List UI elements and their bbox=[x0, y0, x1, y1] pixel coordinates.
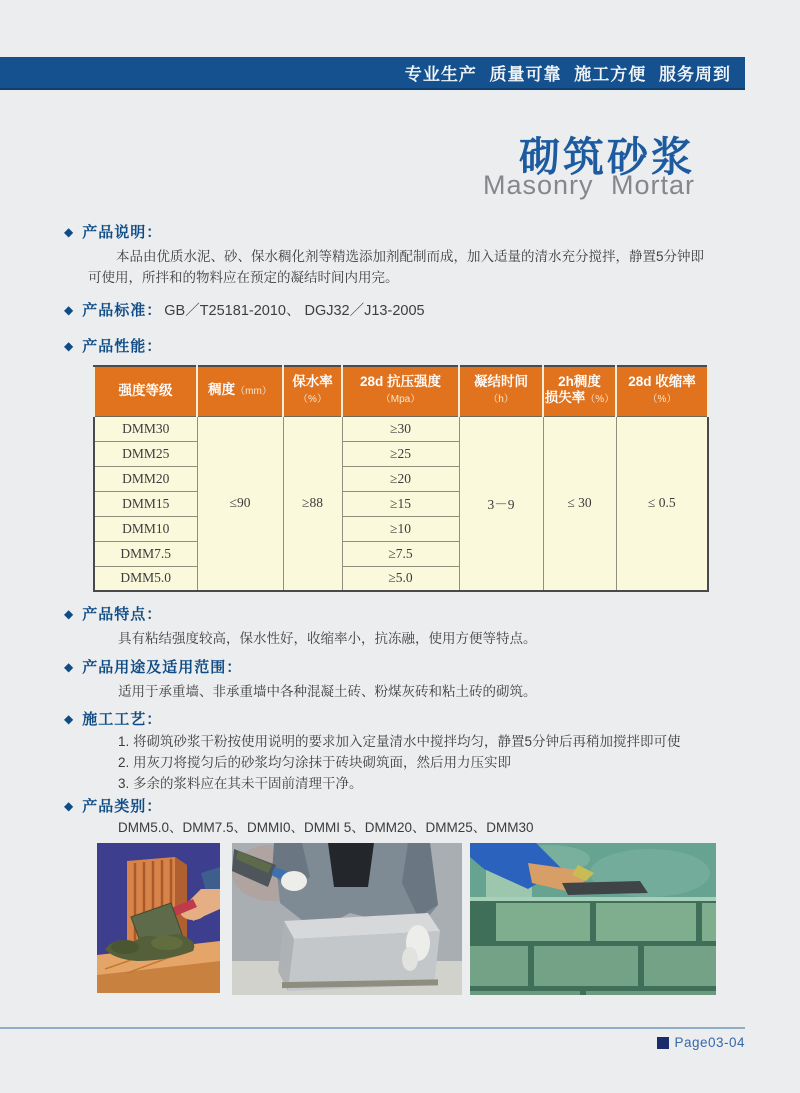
section-heading-label: 产品说明： bbox=[82, 224, 163, 241]
photo-green-wall bbox=[470, 843, 716, 995]
column-header: 凝结时间 （h） bbox=[459, 366, 543, 416]
footer-page-label bbox=[657, 1035, 745, 1050]
grade-cell: DMM7.5 bbox=[94, 541, 197, 566]
section-heading-process bbox=[64, 708, 162, 729]
consistency-cell: ≤90 bbox=[197, 416, 283, 591]
diamond-bullet-icon: ◆ bbox=[64, 799, 74, 813]
performance-table-body bbox=[94, 416, 708, 591]
grade-cell: DMM25 bbox=[94, 441, 197, 466]
section-heading-usage bbox=[64, 656, 242, 677]
section-heading-features bbox=[64, 603, 162, 624]
grade-cell: DMM10 bbox=[94, 516, 197, 541]
page-number: Page03-04 bbox=[674, 1035, 745, 1050]
setting-time-cell: 3－9 bbox=[459, 416, 543, 591]
strength-cell: ≥30 bbox=[342, 416, 459, 441]
strength-cell: ≥25 bbox=[342, 441, 459, 466]
photo-block-handling bbox=[232, 843, 462, 995]
page-subtitle: Masonry Mortar bbox=[482, 170, 695, 200]
water-retention-cell: ≥88 bbox=[283, 416, 342, 591]
column-header: 保水率 （%） bbox=[283, 366, 342, 416]
section-heading-label: 产品标准： bbox=[82, 302, 163, 319]
table-row bbox=[94, 416, 708, 441]
column-header: 2h稠度 损失率（%） bbox=[543, 366, 616, 416]
consistency-loss-cell: ≤ 30 bbox=[543, 416, 616, 591]
section-heading-performance bbox=[64, 335, 162, 356]
performance-table bbox=[93, 365, 709, 592]
strength-cell: ≥7.5 bbox=[342, 541, 459, 566]
strength-cell: ≥5.0 bbox=[342, 566, 459, 591]
column-header: 28d 收缩率 （%） bbox=[616, 366, 708, 416]
shrinkage-cell: ≤ 0.5 bbox=[616, 416, 708, 591]
section-heading-label: 产品特点： bbox=[82, 606, 163, 623]
diamond-bullet-icon: ◆ bbox=[64, 660, 74, 674]
categories-list: DMM5.0、DMM7.5、DMMI0、DMMI 5、DMM20、DMM25、DMM30 bbox=[118, 820, 534, 835]
process-steps-list bbox=[118, 731, 728, 794]
section-heading-label: 产品性能： bbox=[82, 338, 163, 355]
grade-cell: DMM15 bbox=[94, 491, 197, 516]
diamond-bullet-icon: ◆ bbox=[64, 607, 74, 621]
banner-slogan: 专业生产 质量可靠 施工方便 服务周到 bbox=[404, 65, 731, 84]
section-heading-label: 施工工艺： bbox=[82, 711, 163, 728]
description-paragraph: 本品由优质水泥、砂、保水稠化剂等精选添加剂配制而成，加入适量的清水充分搅拌，静置5分钟即可使用，所拌和的物料应在预定的凝结时间内用完。 bbox=[88, 249, 705, 285]
process-step: 2. 用灰刀将搅匀后的砂浆均匀涂抹于砖块砌筑面，然后用力压实即 bbox=[118, 755, 512, 770]
features-paragraph: 具有粘结强度较高，保水性好，收缩率小，抗冻融，使用方便等特点。 bbox=[118, 631, 537, 646]
process-step: 1. 将砌筑砂浆干粉按使用说明的要求加入定量清水中搅拌均匀，静置5分钟后再稍加搅拌即可使 bbox=[118, 734, 681, 749]
diamond-bullet-icon: ◆ bbox=[64, 303, 74, 317]
column-header: 28d 抗压强度 （Mpa） bbox=[342, 366, 459, 416]
section-heading-categories bbox=[64, 795, 162, 816]
diamond-bullet-icon: ◆ bbox=[64, 712, 74, 726]
process-step: 3. 多余的浆料应在其未干固前清理干净。 bbox=[118, 776, 363, 791]
performance-table-header-row bbox=[94, 366, 708, 416]
strength-cell: ≥20 bbox=[342, 466, 459, 491]
grade-cell: DMM20 bbox=[94, 466, 197, 491]
diamond-bullet-icon: ◆ bbox=[64, 339, 74, 353]
photo-brick-laying bbox=[97, 843, 220, 993]
grade-cell: DMM30 bbox=[94, 416, 197, 441]
diamond-bullet-icon: ◆ bbox=[64, 225, 74, 239]
section-heading-description bbox=[64, 221, 162, 242]
section-heading-label: 产品类别： bbox=[82, 798, 163, 815]
strength-cell: ≥15 bbox=[342, 491, 459, 516]
strength-cell: ≥10 bbox=[342, 516, 459, 541]
section-heading-label: 产品用途及适用范围： bbox=[82, 659, 243, 676]
page-title: 砌筑砂浆 bbox=[519, 134, 695, 180]
usage-paragraph: 适用于承重墙、非承重墙中各种混凝土砖、粉煤灰砖和粘土砖的砌筑。 bbox=[118, 684, 537, 699]
standard-value: GB／T25181-2010、 DGJ32／J13-2005 bbox=[164, 303, 425, 319]
grade-cell: DMM5.0 bbox=[94, 566, 197, 591]
section-heading-standard bbox=[64, 299, 425, 320]
top-banner bbox=[0, 57, 745, 90]
column-header: 强度等级 bbox=[94, 366, 197, 416]
column-header: 稠度（mm） bbox=[197, 366, 283, 416]
footer-divider bbox=[0, 1027, 745, 1029]
page-marker-icon bbox=[657, 1037, 669, 1049]
